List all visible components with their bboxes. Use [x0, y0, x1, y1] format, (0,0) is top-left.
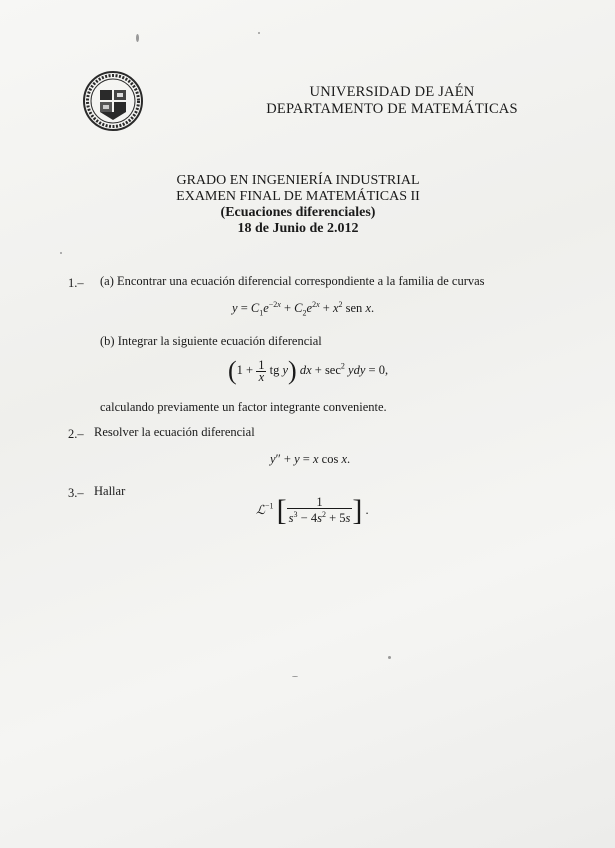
university-name: UNIVERSIDAD DE JAÉN: [309, 84, 475, 100]
problem-1b-after-text: calculando previamente un factor integrante conveniente.: [100, 400, 387, 414]
degree-name: GRADO EN INGENIERÍA INDUSTRIAL: [176, 173, 420, 188]
problem-1-number: 1.–: [68, 276, 84, 290]
problem-2-text: Resolver la ecuación diferencial: [94, 425, 255, 439]
problem-3-expression: ℒ$^{-1}$ [ $\frac{1}{s^3 - 4s^2 + 5s}$ ] .: [256, 494, 369, 527]
exam-header: [160, 173, 436, 237]
paper-mark: [388, 656, 391, 659]
exam-title: EXAMEN FINAL DE MATEMÁTICAS II: [176, 189, 420, 204]
problem-1b-text: (b) Integrar la siguiente ecuación diferencial: [100, 334, 322, 348]
paper-mark: [258, 32, 260, 34]
problem-1b-equation: (1 + $\frac{1}{x}$ tg y) dx + $\sec^2$ ydy = 0,: [228, 356, 389, 385]
problem-1a-text: (a) Encontrar una ecuación diferencial correspondiente a la familia de curvas: [100, 274, 485, 288]
department-name: DEPARTAMENTO DE MATEMÁTICAS: [266, 101, 518, 117]
problem-3-number: 3.–: [68, 486, 84, 500]
university-seal-icon: [82, 70, 144, 132]
problem-2-number: 2.–: [68, 427, 84, 441]
problem-2-equation: y″ + y = x cos x.: [270, 452, 351, 466]
paper-mark: [136, 34, 139, 42]
university-header: [262, 84, 522, 118]
exam-subject: (Ecuaciones diferenciales): [220, 205, 376, 220]
paper-mark: [60, 252, 62, 254]
paper-mark: [292, 676, 298, 677]
problem-1a-equation: $y = C_1e^{-2x} + C_2e^{2x} + x^2$ sen x.: [232, 300, 375, 318]
exam-date: 18 de Junio de 2.012: [237, 221, 359, 236]
problem-3-text: Hallar: [94, 484, 126, 498]
